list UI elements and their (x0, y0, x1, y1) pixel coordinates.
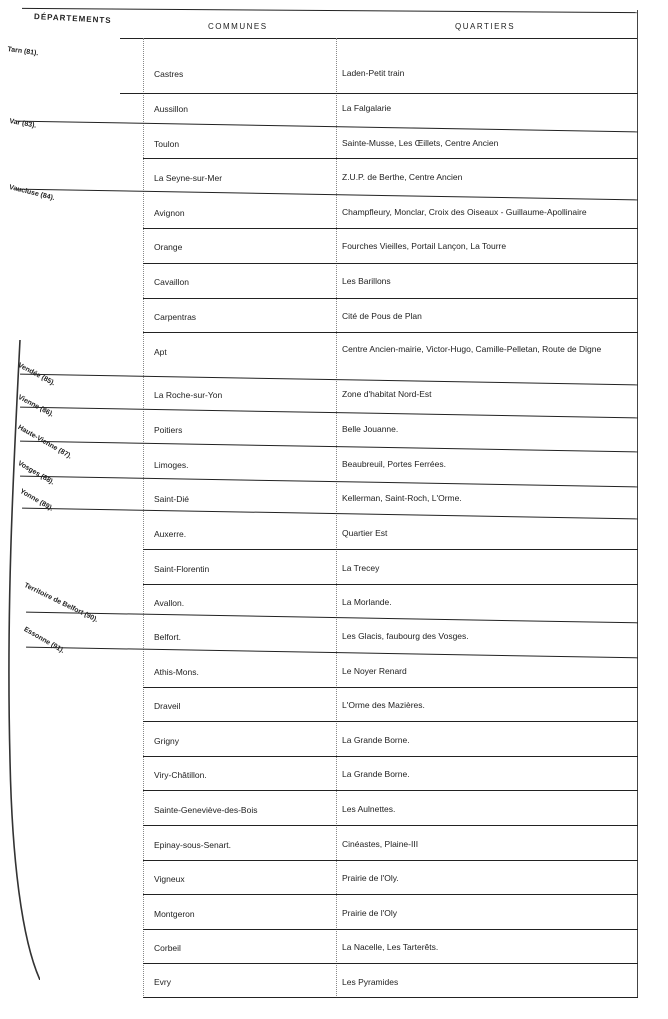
departement-rule (20, 441, 638, 453)
row-rule (143, 263, 638, 264)
commune-cell: Limoges. (154, 460, 189, 470)
quartier-cell: Quartier Est (342, 528, 388, 538)
row-rule (143, 584, 638, 585)
commune-cell: Sainte-Geneviève-des-Bois (154, 805, 258, 815)
commune-cell: Belfort. (154, 632, 181, 642)
commune-cell: Athis-Mons. (154, 667, 199, 677)
commune-cell: Cavaillon (154, 277, 189, 287)
bottom-rule (143, 997, 638, 998)
commune-cell: Saint-Dié (154, 494, 189, 504)
commune-cell: Grigny (154, 736, 180, 746)
quartier-cell: La Trecey (342, 563, 380, 573)
departement-label: Vaucluse (84). (8, 184, 56, 203)
header-departements: DÉPARTEMENTS (33, 11, 112, 26)
departement-label: Vosges (88). (16, 460, 56, 487)
commune-cell: Saint-Florentin (154, 564, 210, 574)
commune-cell: Castres (154, 69, 184, 79)
column-rule-quartiers (336, 38, 338, 996)
quartier-cell: Les Pyramides (342, 977, 399, 987)
quartier-cell: Les Aulnettes. (342, 804, 396, 814)
departement-label: Vienne (86). (16, 394, 55, 419)
departement-rule (26, 647, 638, 659)
commune-cell: Draveil (154, 701, 181, 711)
row-rule (143, 158, 638, 159)
departement-label: Essonne (91). (22, 626, 66, 655)
row-rule (143, 687, 638, 688)
commune-cell: Orange (154, 242, 183, 252)
commune-cell: Avallon. (154, 598, 185, 608)
commune-cell: Viry-Châtillon. (154, 770, 207, 780)
quartier-cell: Les Glacis, faubourg des Vosges. (342, 631, 469, 641)
header-communes: COMMUNES (208, 22, 268, 31)
quartier-cell: Sainte-Musse, Les Œillets, Centre Ancien (342, 138, 499, 148)
quartier-cell: Cité de Pous de Plan (342, 311, 422, 321)
quartier-cell: Prairie de l'Oly. (342, 873, 399, 883)
row-rule (143, 549, 638, 550)
commune-cell: Epinay-sous-Senart. (154, 840, 232, 850)
quartier-cell: La Grande Borne. (342, 769, 410, 779)
row-rule (143, 825, 638, 826)
commune-cell: Avignon (154, 208, 185, 218)
quartier-cell: La Nacelle, Les Tarterêts. (342, 942, 439, 952)
column-rule-communes (143, 38, 145, 996)
row-rule (143, 860, 638, 861)
departement-rule (16, 121, 638, 133)
quartier-cell: Zone d'habitat Nord-Est (342, 389, 432, 399)
row-rule (143, 929, 638, 930)
departement-rule (20, 407, 638, 419)
quartier-cell: Le Noyer Renard (342, 666, 407, 676)
commune-cell: La Seyne-sur-Mer (154, 173, 223, 183)
departement-label: Territoire de Belfort (90). (22, 582, 99, 624)
departement-rule (26, 612, 638, 624)
commune-cell: Carpentras (154, 312, 197, 322)
row-rule (143, 963, 638, 964)
commune-cell: Vigneux (154, 874, 185, 884)
departement-label: Var (83). (8, 118, 37, 130)
quartier-cell: Cinéastes, Plaine-III (342, 839, 419, 849)
quartier-cell: Laden-Petit train (342, 68, 405, 78)
commune-cell: Toulon (154, 139, 180, 149)
quartier-cell: La Falgalarie (342, 103, 392, 113)
row-rule (143, 721, 638, 722)
header-quartiers: QUARTIERS (455, 22, 516, 31)
quartier-cell: Z.U.P. de Berthe, Centre Ancien (342, 172, 463, 182)
header-rule (120, 38, 638, 39)
top-rule (22, 8, 638, 13)
row-rule (120, 93, 638, 94)
departement-label: Haute-Vienne (87). (16, 424, 73, 461)
commune-cell: Auxerre. (154, 529, 187, 539)
quartier-cell: La Morlande. (342, 597, 392, 607)
quartier-cell: Centre Ancien-mairie, Victor-Hugo, Camille-Pelletan, Route de Digne (342, 344, 602, 354)
commune-cell: Corbeil (154, 943, 181, 953)
row-rule (143, 894, 638, 895)
departement-label: Vendée (85). (16, 362, 57, 388)
quartier-cell: Belle Jouanne. (342, 424, 399, 434)
quartier-cell: Kellerman, Saint-Roch, L'Orme. (342, 493, 462, 503)
row-rule (143, 332, 638, 333)
commune-cell: Evry (154, 977, 171, 987)
quartier-cell: Fourches Vieilles, Portail Lançon, La Tourre (342, 241, 507, 251)
departement-label: Yonne (89). (18, 488, 55, 513)
commune-cell: Aussillon (154, 104, 189, 114)
quartier-cell: Prairie de l'Oly (342, 908, 398, 918)
commune-cell: La Roche-sur-Yon (154, 390, 223, 400)
departement-rule (20, 476, 638, 488)
quartier-cell: Les Barillons (342, 276, 391, 286)
quartier-cell: La Grande Borne. (342, 735, 410, 745)
commune-cell: Apt (154, 347, 167, 357)
departement-rule (20, 374, 638, 386)
quartier-cell: L'Orme des Mazières. (342, 700, 425, 710)
row-rule (143, 790, 638, 791)
quartier-cell: Beaubreuil, Portes Ferrées. (342, 459, 446, 469)
row-rule (143, 756, 638, 757)
departement-rule (22, 508, 638, 520)
quartier-cell: Champfleury, Monclar, Croix des Oiseaux - Guillaume-Apollinaire (342, 207, 587, 217)
departement-rule (16, 189, 638, 201)
row-rule (143, 228, 638, 229)
row-rule (143, 298, 638, 299)
commune-cell: Montgeron (154, 909, 195, 919)
commune-cell: Poitiers (154, 425, 183, 435)
departement-label: Tarn (81). (7, 46, 39, 58)
